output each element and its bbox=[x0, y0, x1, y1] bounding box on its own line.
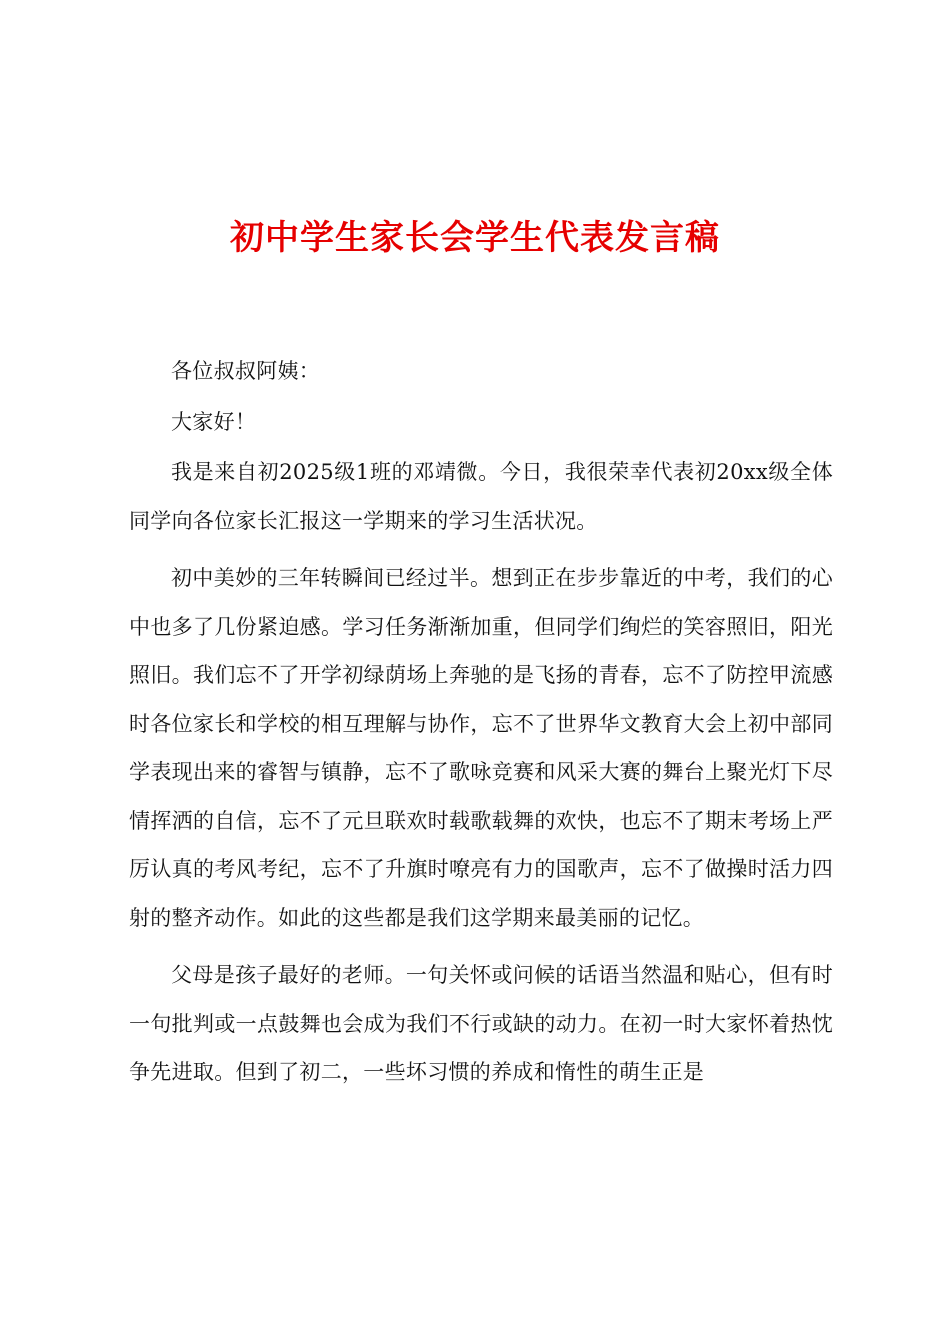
document-body bbox=[129, 347, 833, 1106]
paragraph: 初中美妙的三年转瞬间已经过半。想到正在步步靠近的中考，我们的心中也多了几份紧迫感。学习任务渐渐加重，但同学们绚烂的笑容照旧，阳光照旧。我们忘不了开学初绿荫场上奔驰的是飞扬的青春，忘不了防控甲流感时各位家长和学校的相互理解与协作，忘不了世界华文教育大会上初中部同学表现出来的睿智与镇静，忘不了歌咏竞赛和风采大赛的舞台上聚光灯下尽情挥洒的自信，忘不了元旦联欢时载歌载舞的欢快，也忘不了期末考场上严厉认真的考风考纪，忘不了升旗时嘹亮有力的国歌声，忘不了做操时活力四射的整齐动作。如此的这些都是我们这学期来最美丽的记忆。 bbox=[129, 566, 833, 930]
paragraph: 我是来自初2025级1班的邓靖微。今日，我很荣幸代表初20xx级全体同学向各位家长汇报这一学期来的学习生活状况。 bbox=[129, 460, 833, 533]
greeting: 大家好！ bbox=[171, 409, 257, 434]
document-title: 初中学生家长会学生代表发言稿 bbox=[230, 218, 720, 258]
salutation: 各位叔叔阿姨： bbox=[171, 359, 321, 383]
paragraph: 父母是孩子最好的老师。一句关怀或问候的话语当然温和贴心，但有时一句批判或一点鼓舞也会成为我们不行或缺的动力。在初一时大家怀着热忱争先进取。但到了初二，一些坏习惯的养成和惰性的萌生正是 bbox=[129, 963, 833, 1084]
